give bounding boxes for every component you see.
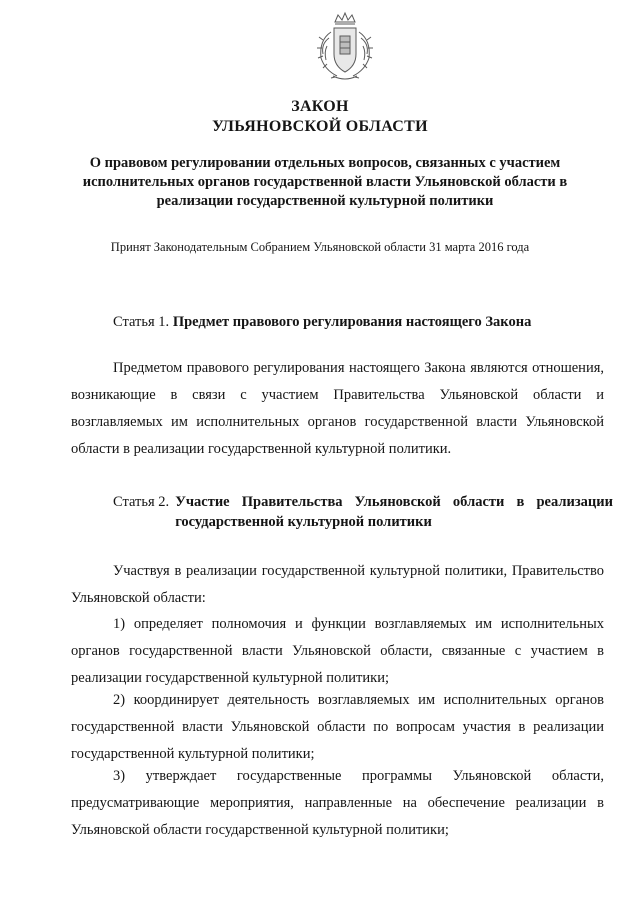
document-title: О правовом регулировании отдельных вопросов, связанных с участием исполнительных органов государственной власти Ульяновской области в реализации государственной культурной политики bbox=[82, 155, 568, 209]
coat-of-arms-emblem bbox=[307, 10, 383, 86]
article-2-title: Участие Правительства Ульяновской области в реализации государственной культурной политики bbox=[175, 494, 613, 530]
article-1-heading bbox=[113, 312, 613, 332]
coat-of-arms-icon bbox=[307, 10, 383, 86]
law-heading: ЗАКОН bbox=[291, 98, 349, 115]
article-2-item-1: 1) определяет полномочия и функции возглавляемых им исполнительных органов государственной власти Ульяновской области, связанные с участием в реализации государственной культурной политики; bbox=[71, 616, 604, 686]
article-2-heading bbox=[113, 492, 613, 532]
article-2-item-2: 2) координирует деятельность возглавляемых им исполнительных органов государственной власти Ульяновской области по вопросам участия в реализации государственной культурной политики; bbox=[71, 692, 604, 762]
article-1-label: Статья 1. bbox=[113, 314, 170, 330]
adoption-note: Принят Законодательным Собранием Ульяновской области 31 марта 2016 года bbox=[110, 240, 530, 254]
law-region-heading: УЛЬЯНОВСКОЙ ОБЛАСТИ bbox=[212, 118, 428, 135]
article-1-text: Предметом правового регулирования настоящего Закона являются отношения, возникающие в связи с участием Правительства Ульяновской области и возглавляемых им исполнительных органов государственной власти Ульяновской области в реализации государственной культурной политики. bbox=[71, 360, 604, 457]
article-1-title: Предмет правового регулирования настоящего Закона bbox=[172, 314, 532, 330]
article-2-intro: Участвуя в реализации государственной культурной политики, Правительство Ульяновской области: bbox=[71, 563, 604, 606]
article-2-label: Статья 2. bbox=[113, 494, 170, 510]
article-2-item-3: 3) утверждает государственные программы Ульяновской области, предусматривающие мероприятия, направленные на обеспечение реализации в Ульяновской области государственной культурной политики; bbox=[71, 768, 604, 838]
